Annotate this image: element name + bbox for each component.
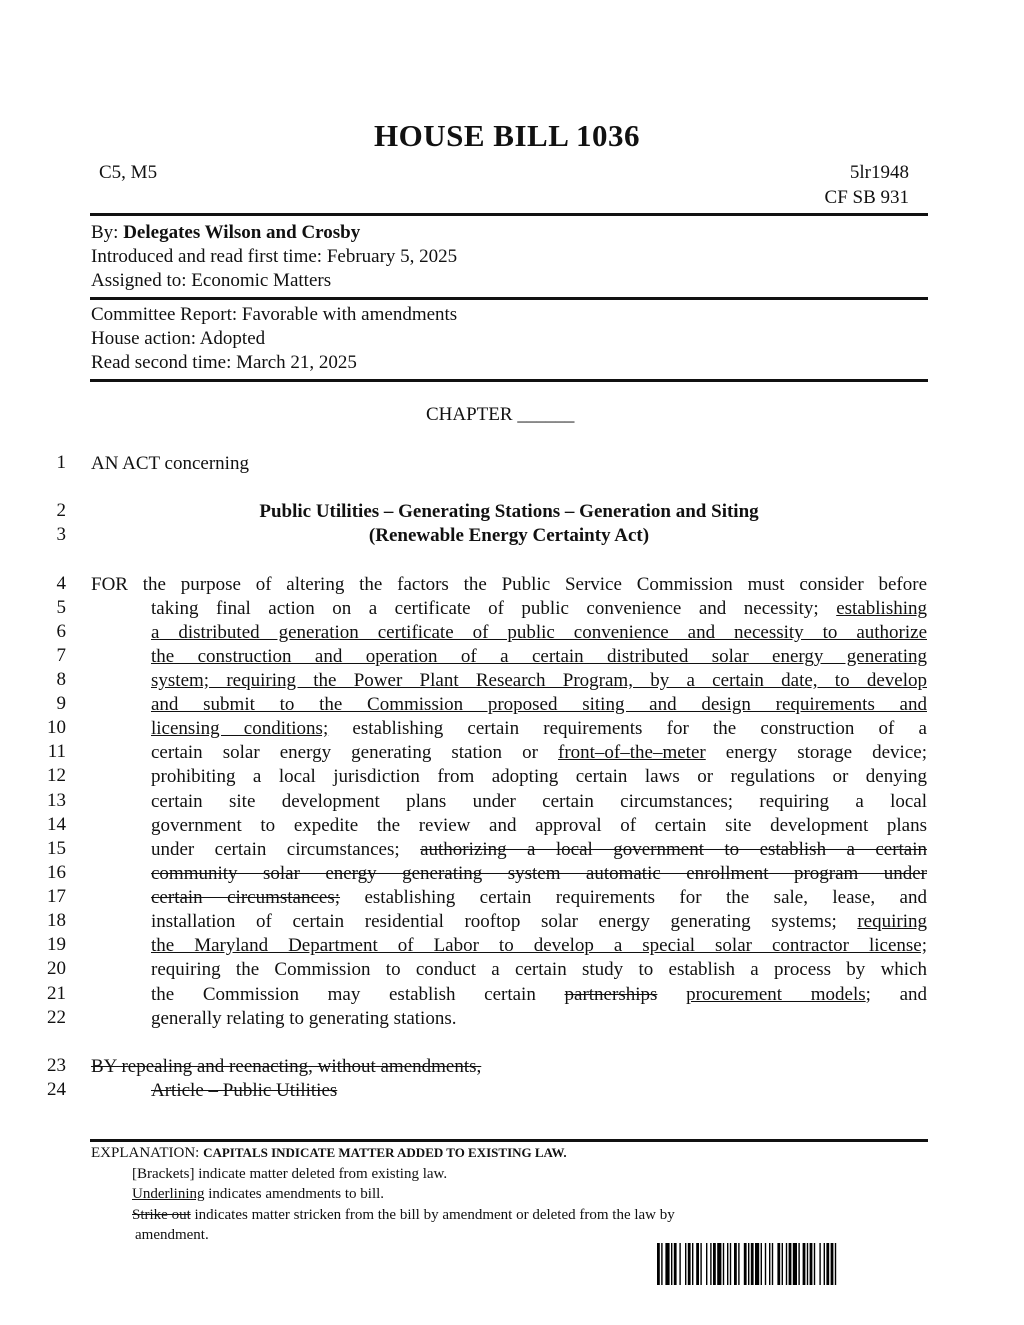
barcode-bar bbox=[688, 1243, 691, 1285]
barcode-bar bbox=[710, 1243, 711, 1285]
underline-text: indicates amendments to bill. bbox=[204, 1186, 385, 1202]
sponsor-divider bbox=[90, 297, 928, 300]
underline-word: Underlining bbox=[132, 1186, 205, 1202]
stricken-clause bbox=[151, 1079, 927, 1103]
purpose-line bbox=[151, 621, 927, 645]
line-number: 18 bbox=[47, 910, 66, 931]
stricken-text: BY repealing and reenacting, without amendments, bbox=[91, 1056, 482, 1077]
line-number: 19 bbox=[47, 934, 66, 955]
barcode-bar bbox=[835, 1243, 836, 1285]
line-number: 23 bbox=[47, 1055, 66, 1076]
barcode-bar bbox=[765, 1243, 766, 1285]
stricken-text: Article – Public Utilities bbox=[151, 1080, 338, 1101]
footer-divider bbox=[90, 1139, 928, 1142]
sponsor-label: By: bbox=[91, 222, 119, 243]
barcode-bar bbox=[706, 1243, 707, 1285]
barcode-bar bbox=[751, 1243, 754, 1285]
barcode-bar bbox=[700, 1243, 701, 1285]
line-number: 1 bbox=[56, 452, 66, 473]
sponsor-names: Delegates Wilson and Crosby bbox=[123, 222, 361, 243]
line-number: 2 bbox=[56, 500, 66, 521]
barcode-bar bbox=[748, 1243, 749, 1285]
text-run: under certain circumstances; bbox=[151, 839, 400, 860]
line-number: 10 bbox=[47, 717, 66, 738]
purpose-line bbox=[151, 862, 927, 886]
barcode-bar bbox=[772, 1243, 773, 1285]
amendment-text: a distributed generation certificate of public convenience and necessity to authorize bbox=[151, 622, 927, 643]
line-number: 8 bbox=[56, 669, 66, 690]
barcode-bar bbox=[674, 1243, 677, 1285]
purpose-line: certain site development plans under certain circumstances; requiring a local bbox=[151, 791, 927, 812]
purpose-line bbox=[151, 597, 927, 621]
capitals-note: CAPITALS INDICATE MATTER ADDED TO EXISTING LAW. bbox=[203, 1145, 567, 1160]
barcode-bar bbox=[723, 1243, 724, 1285]
barcode-bar bbox=[734, 1243, 737, 1285]
purpose-line bbox=[151, 741, 927, 765]
line-number: 11 bbox=[47, 741, 66, 762]
amendment-text: procurement models bbox=[686, 984, 866, 1005]
stricken-clause bbox=[91, 1055, 927, 1079]
amendment-text: front–of–the–meter bbox=[558, 742, 706, 763]
purpose-line: government to expedite the review and approval of certain site development plans bbox=[151, 815, 927, 836]
barcode-bar bbox=[713, 1243, 716, 1285]
strike-note-cont: amendment. bbox=[135, 1227, 209, 1243]
amendment-text: the construction and operation of a certain distributed solar energy generating bbox=[151, 646, 927, 667]
line-number: 13 bbox=[47, 790, 66, 811]
chapter-line bbox=[426, 404, 574, 426]
drafting-number: 5lr1948 bbox=[849, 162, 909, 183]
stricken-text: authorizing a local government to establish a certain bbox=[420, 839, 928, 860]
barcode-bar bbox=[671, 1243, 672, 1285]
text-run: energy storage device; bbox=[705, 742, 927, 763]
line-number: 16 bbox=[47, 862, 66, 883]
line-number: 24 bbox=[47, 1079, 66, 1100]
purpose-line: requiring the Commission to conduct a certain study to establish a process by which bbox=[151, 959, 927, 980]
purpose-line bbox=[151, 669, 927, 693]
barcode-bar bbox=[692, 1243, 693, 1285]
barcode bbox=[657, 1243, 903, 1285]
line-number: 14 bbox=[47, 814, 66, 835]
text-run: installation of certain residential rooftop solar energy generating systems; bbox=[151, 911, 837, 932]
header-divider bbox=[90, 213, 928, 216]
text-run: ; and bbox=[865, 984, 928, 1005]
purpose-line bbox=[151, 983, 927, 1007]
line-number: 15 bbox=[47, 838, 66, 859]
barcode-bar bbox=[810, 1243, 813, 1285]
cross-file: CF SB 931 bbox=[824, 187, 909, 208]
line-number: 12 bbox=[47, 765, 66, 786]
bill-title: HOUSE BILL 1036 bbox=[374, 118, 640, 153]
chapter-blank: ______ bbox=[517, 404, 575, 425]
purpose-line bbox=[151, 717, 927, 741]
barcode-bar bbox=[761, 1243, 762, 1285]
assigned-committee: Assigned to: Economic Matters bbox=[91, 270, 332, 291]
barcode-bar bbox=[727, 1243, 728, 1285]
barcode-bar bbox=[824, 1243, 825, 1285]
line-number: 4 bbox=[56, 573, 66, 594]
barcode-bar bbox=[798, 1243, 799, 1285]
barcode-bar bbox=[814, 1243, 815, 1285]
line-number: 21 bbox=[47, 983, 66, 1004]
purpose-line: prohibiting a local jurisdiction from adopting certain laws or regulations or denying bbox=[151, 766, 927, 787]
barcode-bar bbox=[685, 1243, 686, 1285]
line-number: 20 bbox=[47, 958, 66, 979]
text-run: establishing certain requirements for the construction of a bbox=[328, 718, 927, 739]
brackets-note bbox=[132, 1166, 447, 1183]
purpose-line bbox=[151, 838, 927, 862]
barcode-bar bbox=[819, 1243, 820, 1285]
barcode-bar bbox=[738, 1243, 739, 1285]
stricken-text: certain circumstances; bbox=[151, 887, 341, 908]
barcode-bar bbox=[769, 1243, 770, 1285]
committee-report: Committee Report: Favorable with amendments bbox=[91, 304, 458, 325]
barcode-bar bbox=[744, 1243, 747, 1285]
text-run: establishing certain requirements for the sale, lease, and bbox=[340, 887, 927, 908]
purpose-line bbox=[151, 886, 927, 910]
barcode-bar bbox=[831, 1243, 834, 1285]
barcode-bar bbox=[717, 1243, 721, 1285]
amendment-text: requiring bbox=[857, 911, 928, 932]
barcode-bar bbox=[826, 1243, 829, 1285]
strike-text: indicates matter stricken from the bill by amendment or deleted from the law by bbox=[190, 1207, 675, 1223]
amendment-text: licensing conditions; bbox=[151, 718, 329, 739]
text-run: the Commission may establish certain bbox=[151, 984, 536, 1005]
line-number: 3 bbox=[56, 524, 66, 545]
line-number: 6 bbox=[56, 621, 66, 642]
amendment-text: the Maryland Department of Labor to develop a special solar contractor license; bbox=[151, 935, 927, 956]
barcode-bar bbox=[665, 1243, 669, 1285]
strike-word: Strike out bbox=[132, 1207, 191, 1223]
act-intro: AN ACT concerning bbox=[91, 453, 249, 474]
stricken-text: partnerships bbox=[564, 984, 658, 1005]
purpose-line: generally relating to generating stations. bbox=[151, 1008, 457, 1029]
line-number: 9 bbox=[56, 693, 66, 714]
chapter-label: CHAPTER bbox=[426, 404, 513, 425]
barcode-bar bbox=[789, 1243, 792, 1285]
barcode-bar bbox=[730, 1243, 731, 1285]
barcode-bar bbox=[782, 1243, 783, 1285]
explanation-label: EXPLANATION: bbox=[91, 1145, 200, 1161]
bill-subject: Public Utilities – Generating Stations – Generation and Siting bbox=[259, 501, 759, 522]
barcode-bar bbox=[755, 1243, 759, 1285]
barcode-bar bbox=[803, 1243, 806, 1285]
brackets-text: indicate matter deleted from existing law. bbox=[194, 1166, 448, 1182]
introduced-date: Introduced and read first time: February 5, 2025 bbox=[91, 246, 458, 267]
sponsor-line bbox=[91, 222, 360, 244]
short-title: (Renewable Energy Certainty Act) bbox=[368, 525, 650, 546]
amendment-text: and submit to the Commission proposed siting and design requirements and bbox=[151, 694, 927, 715]
amendment-text: establishing bbox=[836, 598, 927, 619]
committee-divider bbox=[90, 379, 928, 382]
amendment-text: system; requiring the Power Plant Research Program, by a certain date, to develop bbox=[151, 670, 927, 691]
strike-note bbox=[132, 1207, 675, 1224]
subject-codes: C5, M5 bbox=[99, 162, 158, 183]
barcode-bar bbox=[657, 1243, 660, 1285]
underline-note bbox=[132, 1186, 384, 1203]
house-action: House action: Adopted bbox=[91, 328, 266, 349]
barcode-bar bbox=[793, 1243, 797, 1285]
purpose-line bbox=[151, 693, 927, 717]
barcode-bar bbox=[696, 1243, 699, 1285]
purpose-line bbox=[151, 910, 927, 934]
brackets-word: [Brackets] bbox=[132, 1166, 195, 1182]
line-number: 5 bbox=[56, 597, 66, 618]
line-number: 17 bbox=[47, 886, 66, 907]
barcode-bar bbox=[786, 1243, 787, 1285]
stricken-text: community solar energy generating system automatic enrollment program under bbox=[151, 863, 927, 884]
barcode-bar bbox=[777, 1243, 780, 1285]
explanation-heading bbox=[91, 1145, 567, 1162]
purpose-line bbox=[151, 645, 927, 669]
text-run: taking final action on a certificate of public convenience and necessity; bbox=[151, 598, 819, 619]
text-run: certain solar energy generating station or bbox=[151, 742, 538, 763]
second-reading: Read second time: March 21, 2025 bbox=[91, 352, 357, 373]
line-number: 22 bbox=[47, 1007, 66, 1028]
barcode-bar bbox=[807, 1243, 808, 1285]
barcode-bar bbox=[661, 1243, 662, 1285]
purpose-line: FOR the purpose of altering the factors the Public Service Commission must consider before bbox=[91, 574, 927, 595]
line-number: 7 bbox=[56, 645, 66, 666]
purpose-line bbox=[151, 934, 927, 958]
barcode-bar bbox=[679, 1243, 680, 1285]
